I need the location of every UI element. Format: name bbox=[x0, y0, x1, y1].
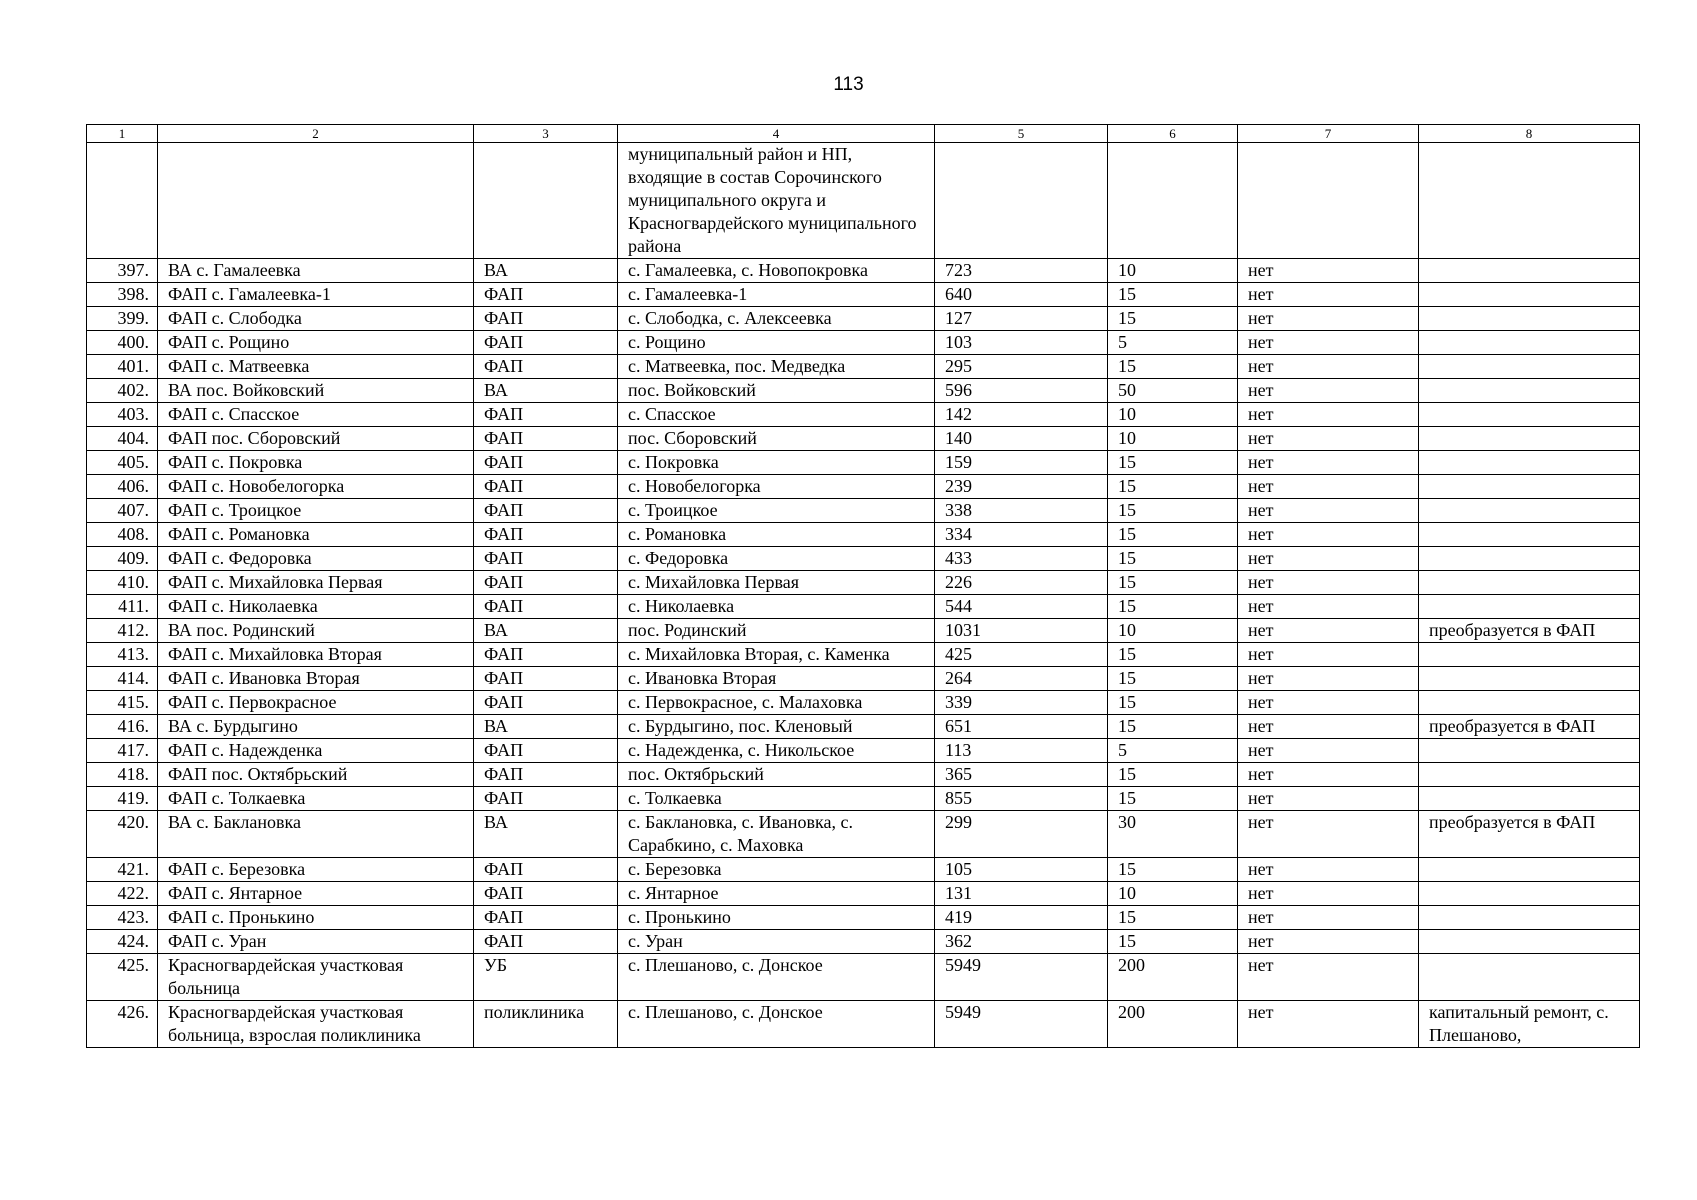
cell-number: 425. bbox=[87, 954, 158, 1001]
cell-col7: нет bbox=[1238, 283, 1419, 307]
cell-type: ФАП bbox=[474, 667, 618, 691]
table-row bbox=[87, 811, 1640, 858]
cell-number: 400. bbox=[87, 331, 158, 355]
cell-col8 bbox=[1419, 739, 1640, 763]
cell-col5: 226 bbox=[935, 571, 1108, 595]
cell-col6: 15 bbox=[1108, 930, 1238, 954]
cell-settlements: с. Пронькино bbox=[618, 906, 935, 930]
cell-col8 bbox=[1419, 403, 1640, 427]
cell-col5: 264 bbox=[935, 667, 1108, 691]
cell-settlements: с. Надежденка, с. Никольское bbox=[618, 739, 935, 763]
cell-col8 bbox=[1419, 667, 1640, 691]
cell-col5: 544 bbox=[935, 595, 1108, 619]
cell-col6: 15 bbox=[1108, 475, 1238, 499]
cell-name: ФАП с. Гамалеевка-1 bbox=[158, 283, 474, 307]
cell-settlements: с. Ивановка Вторая bbox=[618, 667, 935, 691]
cell-type: ФАП bbox=[474, 403, 618, 427]
cell-col8 bbox=[1419, 906, 1640, 930]
cell-col5: 855 bbox=[935, 787, 1108, 811]
cell-settlements: с. Новобелогорка bbox=[618, 475, 935, 499]
cell-type: ФАП bbox=[474, 930, 618, 954]
cell-name: ФАП с. Михайловка Первая bbox=[158, 571, 474, 595]
cell-settlements: с. Покровка bbox=[618, 451, 935, 475]
cell-name: ФАП с. Слободка bbox=[158, 307, 474, 331]
cell-col5: 105 bbox=[935, 858, 1108, 882]
column-number: 7 bbox=[1238, 125, 1419, 143]
cell-number: 408. bbox=[87, 523, 158, 547]
cell-col8 bbox=[1419, 763, 1640, 787]
cell-col6: 15 bbox=[1108, 571, 1238, 595]
cell-name: ВА пос. Родинский bbox=[158, 619, 474, 643]
continuation-row bbox=[87, 143, 1640, 259]
table-row bbox=[87, 259, 1640, 283]
cell-type: ФАП bbox=[474, 355, 618, 379]
cell-col7: нет bbox=[1238, 355, 1419, 379]
cell-settlements: с. Первокрасное, с. Малаховка bbox=[618, 691, 935, 715]
cell-col5: 651 bbox=[935, 715, 1108, 739]
cell-col7: нет bbox=[1238, 379, 1419, 403]
cell-col7: нет bbox=[1238, 403, 1419, 427]
cell-number: 402. bbox=[87, 379, 158, 403]
cell-col5: 365 bbox=[935, 763, 1108, 787]
cell-settlements: с. Троицкое bbox=[618, 499, 935, 523]
cell-col6: 15 bbox=[1108, 715, 1238, 739]
cell-type: ФАП bbox=[474, 547, 618, 571]
cell-type: ФАП bbox=[474, 691, 618, 715]
cell-col6: 15 bbox=[1108, 763, 1238, 787]
cell-name: ФАП с. Рощино bbox=[158, 331, 474, 355]
cell-settlements: с. Толкаевка bbox=[618, 787, 935, 811]
cell-name: Красногвардейская участковая больница bbox=[158, 954, 474, 1001]
cell-col8 bbox=[1419, 547, 1640, 571]
cell-name: ВА пос. Войковский bbox=[158, 379, 474, 403]
cell-col6 bbox=[1108, 143, 1238, 259]
table-row bbox=[87, 1001, 1640, 1048]
cell-col7: нет bbox=[1238, 882, 1419, 906]
cell-number: 411. bbox=[87, 595, 158, 619]
cell-col6: 15 bbox=[1108, 787, 1238, 811]
cell-col6: 200 bbox=[1108, 1001, 1238, 1048]
cell-col8 bbox=[1419, 475, 1640, 499]
cell-col6: 15 bbox=[1108, 283, 1238, 307]
cell-col6: 15 bbox=[1108, 691, 1238, 715]
cell-col5: 334 bbox=[935, 523, 1108, 547]
cell-name: ФАП с. Надежденка bbox=[158, 739, 474, 763]
cell-col6: 5 bbox=[1108, 739, 1238, 763]
cell-col6: 10 bbox=[1108, 619, 1238, 643]
cell-col8 bbox=[1419, 451, 1640, 475]
cell-col5: 5949 bbox=[935, 954, 1108, 1001]
cell-name: ФАП с. Спасское bbox=[158, 403, 474, 427]
cell-col5: 596 bbox=[935, 379, 1108, 403]
cell-type: ФАП bbox=[474, 427, 618, 451]
cell-type: ФАП bbox=[474, 595, 618, 619]
cell-col5: 338 bbox=[935, 499, 1108, 523]
cell-col8 bbox=[1419, 143, 1640, 259]
cell-col6: 15 bbox=[1108, 595, 1238, 619]
table-row bbox=[87, 954, 1640, 1001]
cell-col6: 15 bbox=[1108, 858, 1238, 882]
cell-col5: 142 bbox=[935, 403, 1108, 427]
table-row bbox=[87, 930, 1640, 954]
column-number: 6 bbox=[1108, 125, 1238, 143]
facilities-table bbox=[86, 124, 1640, 1048]
table-row bbox=[87, 403, 1640, 427]
column-number: 8 bbox=[1419, 125, 1640, 143]
cell-number: 405. bbox=[87, 451, 158, 475]
cell-number: 398. bbox=[87, 283, 158, 307]
cell-col8 bbox=[1419, 595, 1640, 619]
cell-settlements: с. Николаевка bbox=[618, 595, 935, 619]
cell-col6: 10 bbox=[1108, 259, 1238, 283]
cell-col5: 425 bbox=[935, 643, 1108, 667]
cell-col7: нет bbox=[1238, 691, 1419, 715]
cell-number: 420. bbox=[87, 811, 158, 858]
cell-settlements: пос. Сборовский bbox=[618, 427, 935, 451]
cell-type: ВА bbox=[474, 619, 618, 643]
cell-col5: 127 bbox=[935, 307, 1108, 331]
cell-col5: 295 bbox=[935, 355, 1108, 379]
cell-col8 bbox=[1419, 691, 1640, 715]
cell-name: ВА с. Гамалеевка bbox=[158, 259, 474, 283]
cell-settlements: с. Гамалеевка-1 bbox=[618, 283, 935, 307]
cell-name: ФАП с. Федоровка bbox=[158, 547, 474, 571]
cell-col7: нет bbox=[1238, 739, 1419, 763]
cell-type: ФАП bbox=[474, 858, 618, 882]
cell-col5: 140 bbox=[935, 427, 1108, 451]
cell-col8 bbox=[1419, 331, 1640, 355]
cell-col8 bbox=[1419, 283, 1640, 307]
cell-col6: 15 bbox=[1108, 906, 1238, 930]
table-row bbox=[87, 595, 1640, 619]
cell-col7: нет bbox=[1238, 523, 1419, 547]
cell-col6: 15 bbox=[1108, 307, 1238, 331]
cell-settlements: муниципальный район и НП, входящие в состав Сорочинского муниципального округа и Красногвардейского муниципального района bbox=[618, 143, 935, 259]
table-row bbox=[87, 283, 1640, 307]
cell-type: ФАП bbox=[474, 307, 618, 331]
cell-number: 401. bbox=[87, 355, 158, 379]
cell-col6: 15 bbox=[1108, 451, 1238, 475]
column-number: 2 bbox=[158, 125, 474, 143]
cell-type: ВА bbox=[474, 715, 618, 739]
cell-col5: 159 bbox=[935, 451, 1108, 475]
table-row bbox=[87, 571, 1640, 595]
cell-number: 422. bbox=[87, 882, 158, 906]
cell-name: ВА с. Баклановка bbox=[158, 811, 474, 858]
cell-name: ФАП с. Михайловка Вторая bbox=[158, 643, 474, 667]
cell-col7: нет bbox=[1238, 858, 1419, 882]
cell-col5 bbox=[935, 143, 1108, 259]
cell-type: ФАП bbox=[474, 787, 618, 811]
cell-number: 418. bbox=[87, 763, 158, 787]
cell-col6: 15 bbox=[1108, 523, 1238, 547]
cell-col6: 10 bbox=[1108, 403, 1238, 427]
cell-type: ВА bbox=[474, 259, 618, 283]
cell-col7: нет bbox=[1238, 547, 1419, 571]
column-number: 3 bbox=[474, 125, 618, 143]
table-row bbox=[87, 667, 1640, 691]
cell-col6: 200 bbox=[1108, 954, 1238, 1001]
cell-col5: 339 bbox=[935, 691, 1108, 715]
cell-settlements: с. Слободка, с. Алексеевка bbox=[618, 307, 935, 331]
column-number-row bbox=[87, 125, 1640, 143]
cell-col5: 1031 bbox=[935, 619, 1108, 643]
cell-settlements: с. Гамалеевка, с. Новопокровка bbox=[618, 259, 935, 283]
table-row bbox=[87, 331, 1640, 355]
cell-settlements: с. Уран bbox=[618, 930, 935, 954]
cell-name: ФАП пос. Октябрьский bbox=[158, 763, 474, 787]
cell-col8 bbox=[1419, 571, 1640, 595]
cell-col5: 640 bbox=[935, 283, 1108, 307]
cell-type: ФАП bbox=[474, 882, 618, 906]
table-row bbox=[87, 547, 1640, 571]
column-number: 5 bbox=[935, 125, 1108, 143]
cell-settlements: пос. Родинский bbox=[618, 619, 935, 643]
table-row bbox=[87, 451, 1640, 475]
cell-col7: нет bbox=[1238, 307, 1419, 331]
table-row bbox=[87, 691, 1640, 715]
cell-col7: нет bbox=[1238, 715, 1419, 739]
table-row bbox=[87, 499, 1640, 523]
cell-settlements: пос. Войковский bbox=[618, 379, 935, 403]
cell-settlements: с. Плешаново, с. Донское bbox=[618, 954, 935, 1001]
cell-col6: 30 bbox=[1108, 811, 1238, 858]
table-row bbox=[87, 787, 1640, 811]
cell-number: 404. bbox=[87, 427, 158, 451]
cell-col8 bbox=[1419, 427, 1640, 451]
cell-col7: нет bbox=[1238, 331, 1419, 355]
cell-settlements: с. Спасское bbox=[618, 403, 935, 427]
cell-col8: преобразуется в ФАП bbox=[1419, 619, 1640, 643]
table-row bbox=[87, 858, 1640, 882]
cell-col6: 15 bbox=[1108, 667, 1238, 691]
table-row bbox=[87, 427, 1640, 451]
cell-number: 410. bbox=[87, 571, 158, 595]
cell-type: ФАП bbox=[474, 499, 618, 523]
cell-type: УБ bbox=[474, 954, 618, 1001]
cell-number: 412. bbox=[87, 619, 158, 643]
cell-settlements: с. Березовка bbox=[618, 858, 935, 882]
cell-col8 bbox=[1419, 954, 1640, 1001]
cell-settlements: с. Михайловка Первая bbox=[618, 571, 935, 595]
cell-name: ФАП с. Романовка bbox=[158, 523, 474, 547]
table-row bbox=[87, 763, 1640, 787]
cell-settlements: с. Матвеевка, пос. Медведка bbox=[618, 355, 935, 379]
cell-col7: нет bbox=[1238, 1001, 1419, 1048]
table-row bbox=[87, 906, 1640, 930]
cell-number: 423. bbox=[87, 906, 158, 930]
cell-col8 bbox=[1419, 379, 1640, 403]
page-number: 113 bbox=[833, 74, 864, 95]
table-row bbox=[87, 739, 1640, 763]
cell-col7: нет bbox=[1238, 595, 1419, 619]
cell-col7: нет bbox=[1238, 475, 1419, 499]
cell-name: ФАП с. Матвеевка bbox=[158, 355, 474, 379]
cell-number: 406. bbox=[87, 475, 158, 499]
cell-number: 409. bbox=[87, 547, 158, 571]
cell-col8 bbox=[1419, 307, 1640, 331]
cell-settlements: с. Бурдыгино, пос. Кленовый bbox=[618, 715, 935, 739]
cell-col7: нет bbox=[1238, 619, 1419, 643]
cell-name: ФАП с. Пронькино bbox=[158, 906, 474, 930]
cell-type: ВА bbox=[474, 811, 618, 858]
cell-settlements: пос. Октябрьский bbox=[618, 763, 935, 787]
cell-col6: 15 bbox=[1108, 499, 1238, 523]
cell-col8 bbox=[1419, 355, 1640, 379]
cell-type: ФАП bbox=[474, 643, 618, 667]
table-row bbox=[87, 355, 1640, 379]
cell-col8: преобразуется в ФАП bbox=[1419, 811, 1640, 858]
cell-number: 407. bbox=[87, 499, 158, 523]
table-row bbox=[87, 307, 1640, 331]
cell-col6: 10 bbox=[1108, 427, 1238, 451]
cell-number: 417. bbox=[87, 739, 158, 763]
cell-col6: 50 bbox=[1108, 379, 1238, 403]
cell-col6: 5 bbox=[1108, 331, 1238, 355]
cell-number: 399. bbox=[87, 307, 158, 331]
cell-number: 413. bbox=[87, 643, 158, 667]
cell-number: 403. bbox=[87, 403, 158, 427]
table-row bbox=[87, 523, 1640, 547]
cell-col7: нет bbox=[1238, 451, 1419, 475]
cell-col6: 15 bbox=[1108, 355, 1238, 379]
cell-type: ФАП bbox=[474, 475, 618, 499]
cell-col5: 131 bbox=[935, 882, 1108, 906]
cell-name: ФАП с. Николаевка bbox=[158, 595, 474, 619]
cell-type: поликлиника bbox=[474, 1001, 618, 1048]
cell-col7: нет bbox=[1238, 930, 1419, 954]
cell-type: ФАП bbox=[474, 763, 618, 787]
cell-type: ФАП bbox=[474, 523, 618, 547]
cell-col5: 113 bbox=[935, 739, 1108, 763]
cell-name: Красногвардейская участковая больница, взрослая поликлиника bbox=[158, 1001, 474, 1048]
cell-col8 bbox=[1419, 523, 1640, 547]
cell-number: 415. bbox=[87, 691, 158, 715]
cell-name bbox=[158, 143, 474, 259]
column-number: 1 bbox=[87, 125, 158, 143]
cell-settlements: с. Михайловка Вторая, с. Каменка bbox=[618, 643, 935, 667]
cell-col7: нет bbox=[1238, 427, 1419, 451]
cell-settlements: с. Федоровка bbox=[618, 547, 935, 571]
cell-settlements: с. Романовка bbox=[618, 523, 935, 547]
cell-col7 bbox=[1238, 143, 1419, 259]
cell-settlements: с. Янтарное bbox=[618, 882, 935, 906]
cell-col7: нет bbox=[1238, 906, 1419, 930]
table-row bbox=[87, 882, 1640, 906]
table-row bbox=[87, 379, 1640, 403]
cell-name: ФАП с. Березовка bbox=[158, 858, 474, 882]
cell-name: ВА с. Бурдыгино bbox=[158, 715, 474, 739]
cell-type: ФАП bbox=[474, 571, 618, 595]
cell-name: ФАП с. Новобелогорка bbox=[158, 475, 474, 499]
cell-number: 414. bbox=[87, 667, 158, 691]
cell-col8: преобразуется в ФАП bbox=[1419, 715, 1640, 739]
cell-number: 426. bbox=[87, 1001, 158, 1048]
cell-col5: 299 bbox=[935, 811, 1108, 858]
cell-col5: 239 bbox=[935, 475, 1108, 499]
cell-col8 bbox=[1419, 930, 1640, 954]
cell-number: 419. bbox=[87, 787, 158, 811]
cell-col8 bbox=[1419, 787, 1640, 811]
cell-col7: нет bbox=[1238, 643, 1419, 667]
cell-col5: 5949 bbox=[935, 1001, 1108, 1048]
cell-col6: 15 bbox=[1108, 547, 1238, 571]
cell-col7: нет bbox=[1238, 787, 1419, 811]
cell-type bbox=[474, 143, 618, 259]
cell-col8 bbox=[1419, 259, 1640, 283]
cell-name: ФАП с. Ивановка Вторая bbox=[158, 667, 474, 691]
cell-type: ФАП bbox=[474, 283, 618, 307]
cell-name: ФАП с. Уран bbox=[158, 930, 474, 954]
cell-col8 bbox=[1419, 643, 1640, 667]
cell-number: 424. bbox=[87, 930, 158, 954]
cell-type: ФАП bbox=[474, 331, 618, 355]
cell-col7: нет bbox=[1238, 763, 1419, 787]
cell-col8 bbox=[1419, 858, 1640, 882]
cell-type: ФАП bbox=[474, 906, 618, 930]
table-row bbox=[87, 715, 1640, 739]
cell-col7: нет bbox=[1238, 571, 1419, 595]
cell-col6: 15 bbox=[1108, 643, 1238, 667]
cell-col7: нет bbox=[1238, 667, 1419, 691]
cell-type: ВА bbox=[474, 379, 618, 403]
cell-name: ФАП с. Покровка bbox=[158, 451, 474, 475]
cell-col5: 433 bbox=[935, 547, 1108, 571]
cell-settlements: с. Рощино bbox=[618, 331, 935, 355]
cell-number: 416. bbox=[87, 715, 158, 739]
column-number: 4 bbox=[618, 125, 935, 143]
cell-name: ФАП с. Первокрасное bbox=[158, 691, 474, 715]
cell-name: ФАП с. Толкаевка bbox=[158, 787, 474, 811]
cell-col8 bbox=[1419, 499, 1640, 523]
table-row bbox=[87, 643, 1640, 667]
table-row bbox=[87, 475, 1640, 499]
cell-col6: 10 bbox=[1108, 882, 1238, 906]
cell-name: ФАП с. Янтарное bbox=[158, 882, 474, 906]
cell-type: ФАП bbox=[474, 739, 618, 763]
cell-col5: 362 bbox=[935, 930, 1108, 954]
cell-col7: нет bbox=[1238, 259, 1419, 283]
cell-col7: нет bbox=[1238, 499, 1419, 523]
table-row bbox=[87, 619, 1640, 643]
cell-number: 421. bbox=[87, 858, 158, 882]
cell-col7: нет bbox=[1238, 811, 1419, 858]
cell-col5: 103 bbox=[935, 331, 1108, 355]
cell-settlements: с. Баклановка, с. Ивановка, с. Сарабкино, с. Маховка bbox=[618, 811, 935, 858]
cell-number: 397. bbox=[87, 259, 158, 283]
cell-col8: капитальный ремонт, с. Плешаново, bbox=[1419, 1001, 1640, 1048]
cell-col7: нет bbox=[1238, 954, 1419, 1001]
cell-number bbox=[87, 143, 158, 259]
cell-name: ФАП с. Троицкое bbox=[158, 499, 474, 523]
cell-col5: 723 bbox=[935, 259, 1108, 283]
cell-name: ФАП пос. Сборовский bbox=[158, 427, 474, 451]
cell-settlements: с. Плешаново, с. Донское bbox=[618, 1001, 935, 1048]
cell-type: ФАП bbox=[474, 451, 618, 475]
cell-col8 bbox=[1419, 882, 1640, 906]
cell-col5: 419 bbox=[935, 906, 1108, 930]
